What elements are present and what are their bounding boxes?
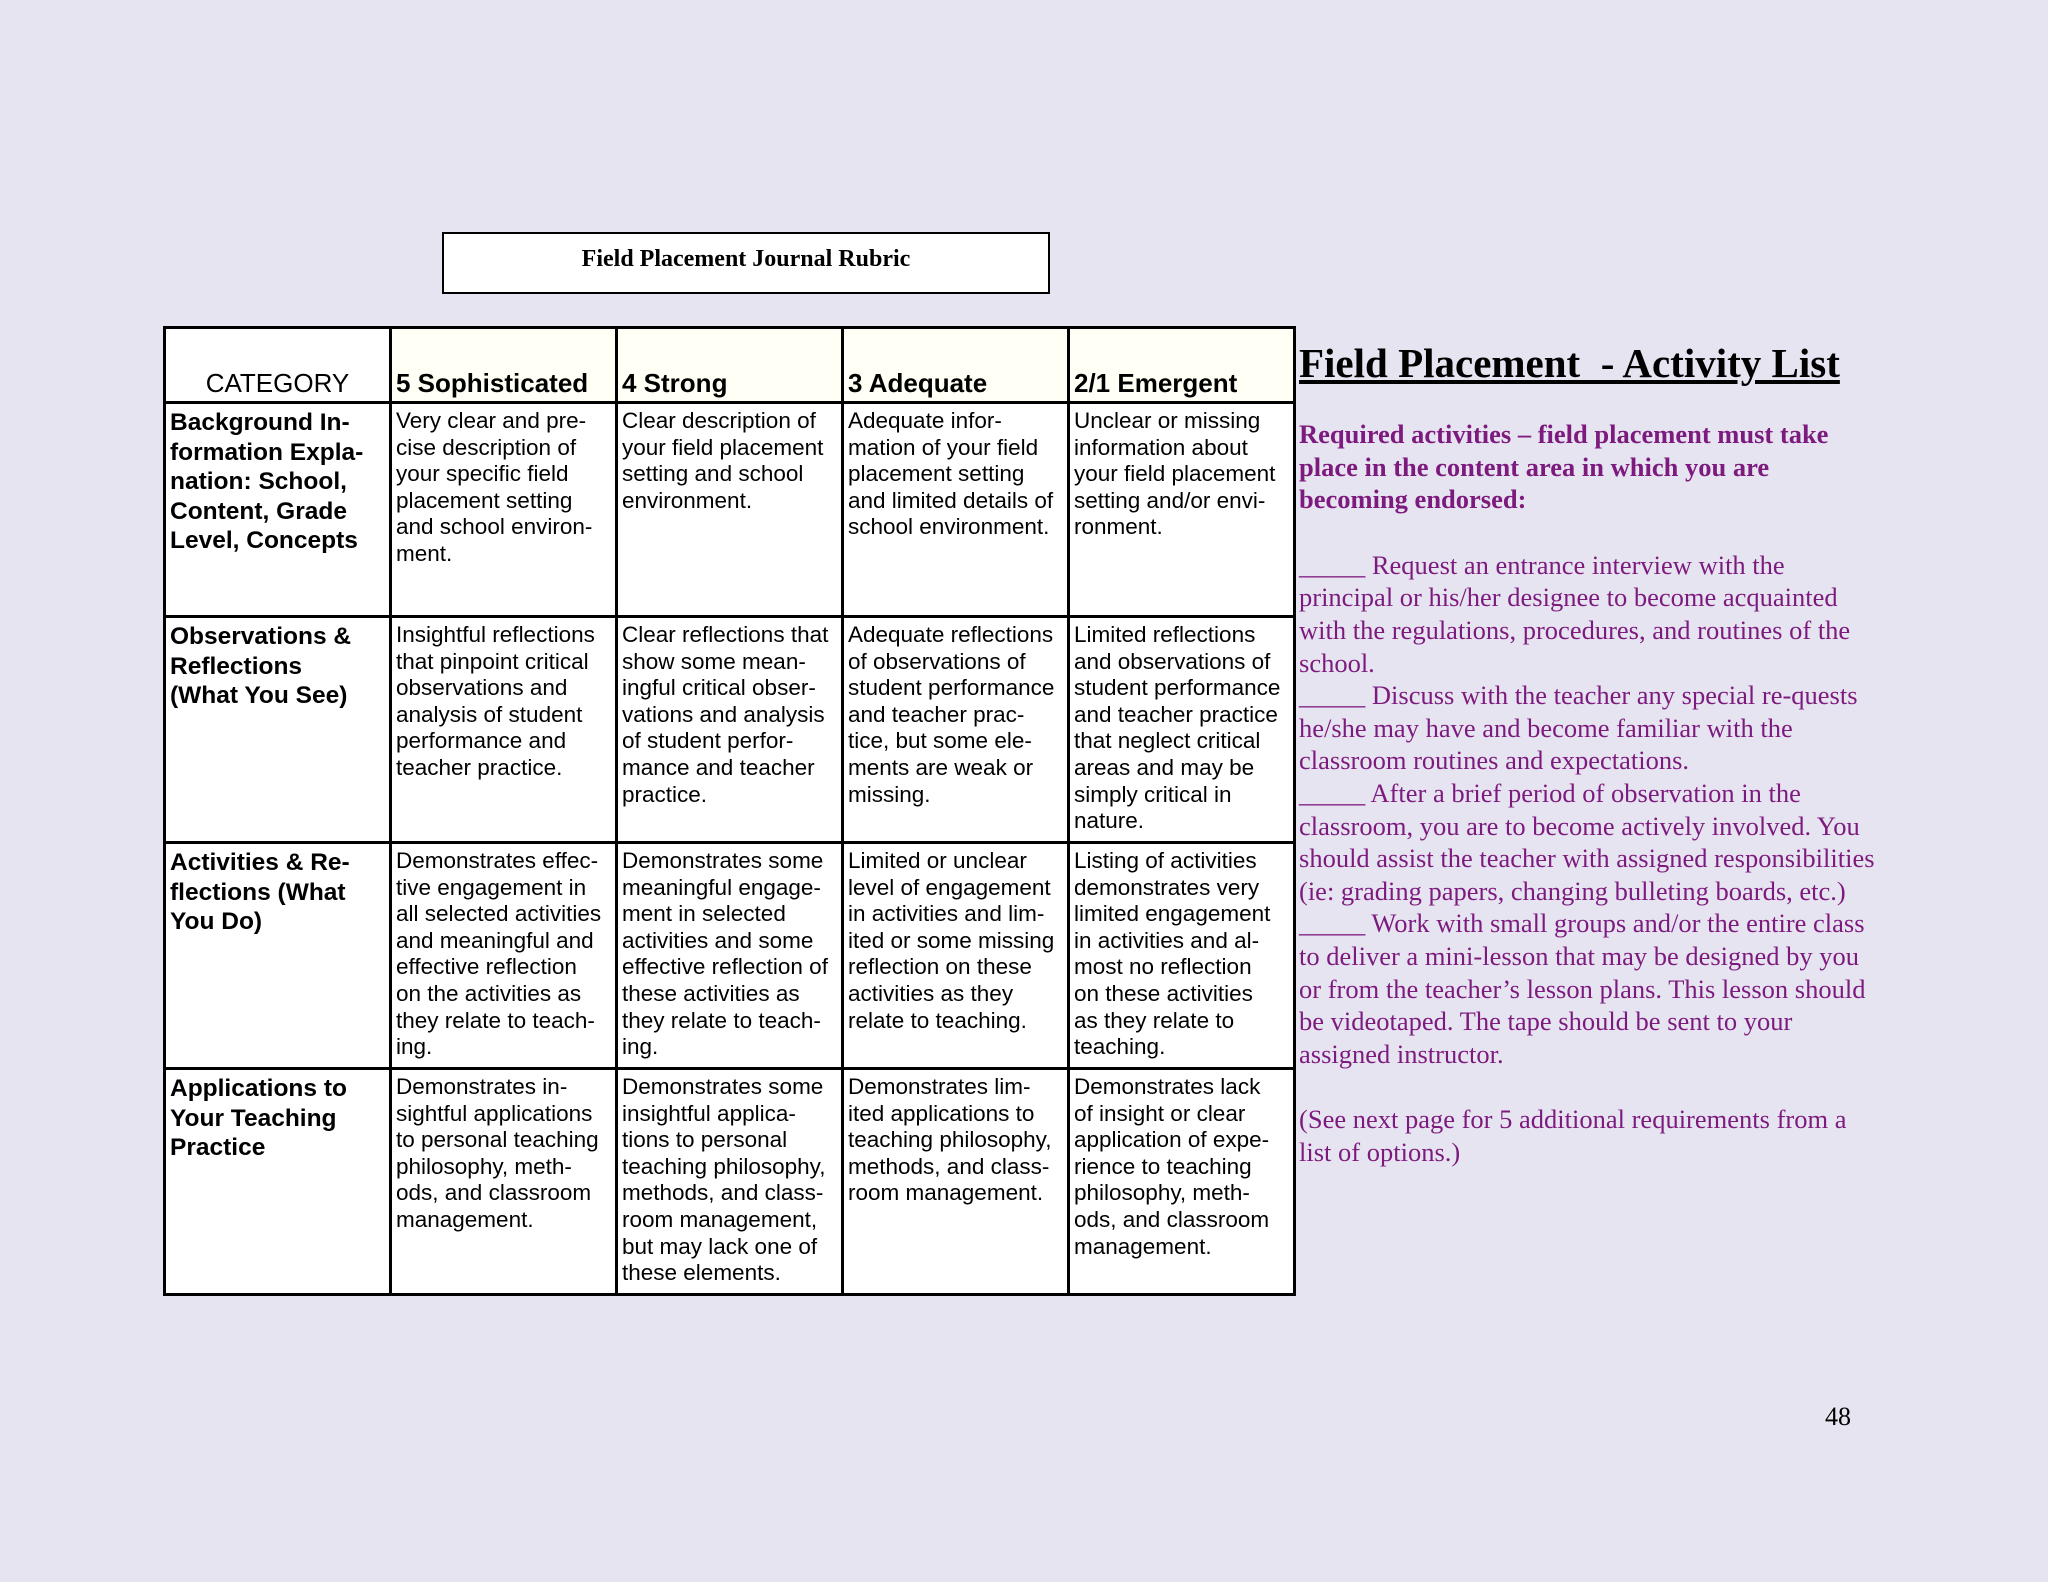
rubric-header-row: [165, 328, 1295, 403]
table-cell: Demonstrates some meaningful engage- ment in selected activities and some effective reflection of these activities as they relate to teach- ing.: [617, 843, 843, 1069]
table-cell: Demonstrates lack of insight or clear application of expe- rience to teaching philosophy, meth- ods, and classroom management.: [1069, 1069, 1295, 1295]
table-row: [165, 1069, 1295, 1295]
row-category: Background In- formation Expla- nation: School, Content, Grade Level, Concepts: [165, 403, 391, 617]
table-cell: Clear description of your field placement setting and school environment.: [617, 403, 843, 617]
table-cell: Limited or unclear level of engagement in activities and lim- ited or some missing reflection on these activities as they relate to teaching.: [843, 843, 1069, 1069]
activity-list-heading: Field Placement - Activity List: [1299, 340, 1840, 386]
rubric-table: [163, 326, 1296, 1296]
table-row: [165, 843, 1295, 1069]
list-item: _____ Request an entrance interview with the principal or his/her designee to become acquainted with the regulations, procedures, and routines of the school.: [1299, 549, 1851, 678]
table-cell: Very clear and pre- cise description of your specific field placement setting and school environ- ment.: [391, 403, 617, 617]
table-cell: Unclear or missing information about your field placement setting and/or envi- ronment.: [1069, 403, 1295, 617]
table-cell: Demonstrates lim- ited applications to teaching philosophy, methods, and class- room management.: [843, 1069, 1069, 1295]
table-cell: Demonstrates effec- tive engagement in all selected activities and meaningful and effective reflection on the activities as they relate to teach- ing.: [391, 843, 617, 1069]
list-item: _____ Discuss with the teacher any special re-quests he/she may have and become familiar with the classroom routines and expectations.: [1299, 680, 1858, 776]
table-cell: Demonstrates in- sightful applications to personal teaching philosophy, meth- ods, and classroom management.: [391, 1069, 617, 1295]
page-number: 48: [1825, 1402, 1851, 1431]
table-row: [165, 403, 1295, 617]
table-cell: Listing of activities demonstrates very limited engagement in activities and al- most no reflection on these activities as they relate to teaching.: [1069, 843, 1295, 1069]
header-category: CATEGORY: [165, 328, 391, 403]
list-item: _____ Work with small groups and/or the entire class to deliver a mini-lesson that may be designed by you or from the teacher’s lesson plans. This lesson should be videotaped. The tape should be sent to your assigned instructor.: [1299, 908, 1866, 1069]
table-cell: Adequate infor- mation of your field placement setting and limited details of school environment.: [843, 403, 1069, 617]
header-strong: 4 Strong: [617, 328, 843, 403]
header-sophisticated: 5 Sophisticated: [391, 328, 617, 403]
activity-list: [1299, 336, 1879, 1195]
table-cell: Clear reflections that show some mean- ingful critical obser- vations and analysis of student perfor- mance and teacher practice.: [617, 617, 843, 843]
activity-items: [1299, 549, 1879, 1071]
table-cell: Adequate reflections of observations of student performance and teacher prac- tice, but some ele- ments are weak or missing.: [843, 617, 1069, 843]
additional-requirements-note: (See next page for 5 additional requirements from a list of options.): [1299, 1104, 1847, 1167]
header-adequate: 3 Adequate: [843, 328, 1069, 403]
table-cell: Limited reflections and observations of student performance and teacher practice that neglect critical areas and may be simply critical in nature.: [1069, 617, 1295, 843]
rubric-title: Field Placement Journal Rubric: [442, 232, 1050, 294]
list-item: _____ After a brief period of observation in the classroom, you are to become actively involved. You should assist the teacher with assigned responsibilities (ie: grading papers, changing bulleting boards, etc.): [1299, 777, 1875, 906]
row-category: Applications to Your Teaching Practice: [165, 1069, 391, 1295]
header-emergent: 2/1 Emergent: [1069, 328, 1295, 403]
table-row: [165, 617, 1295, 843]
table-cell: Demonstrates some insightful applica- tions to personal teaching philosophy, methods, and class- room management, but may lack one of these elements.: [617, 1069, 843, 1295]
row-category: Activities & Re- flections (What You Do): [165, 843, 391, 1069]
table-cell: Insightful reflections that pinpoint critical observations and analysis of student performance and teacher practice.: [391, 617, 617, 843]
required-activities-intro: Required activities – field placement must take place in the content area in which you are becoming endorsed:: [1299, 419, 1829, 515]
row-category: Observations & Reflections (What You See): [165, 617, 391, 843]
